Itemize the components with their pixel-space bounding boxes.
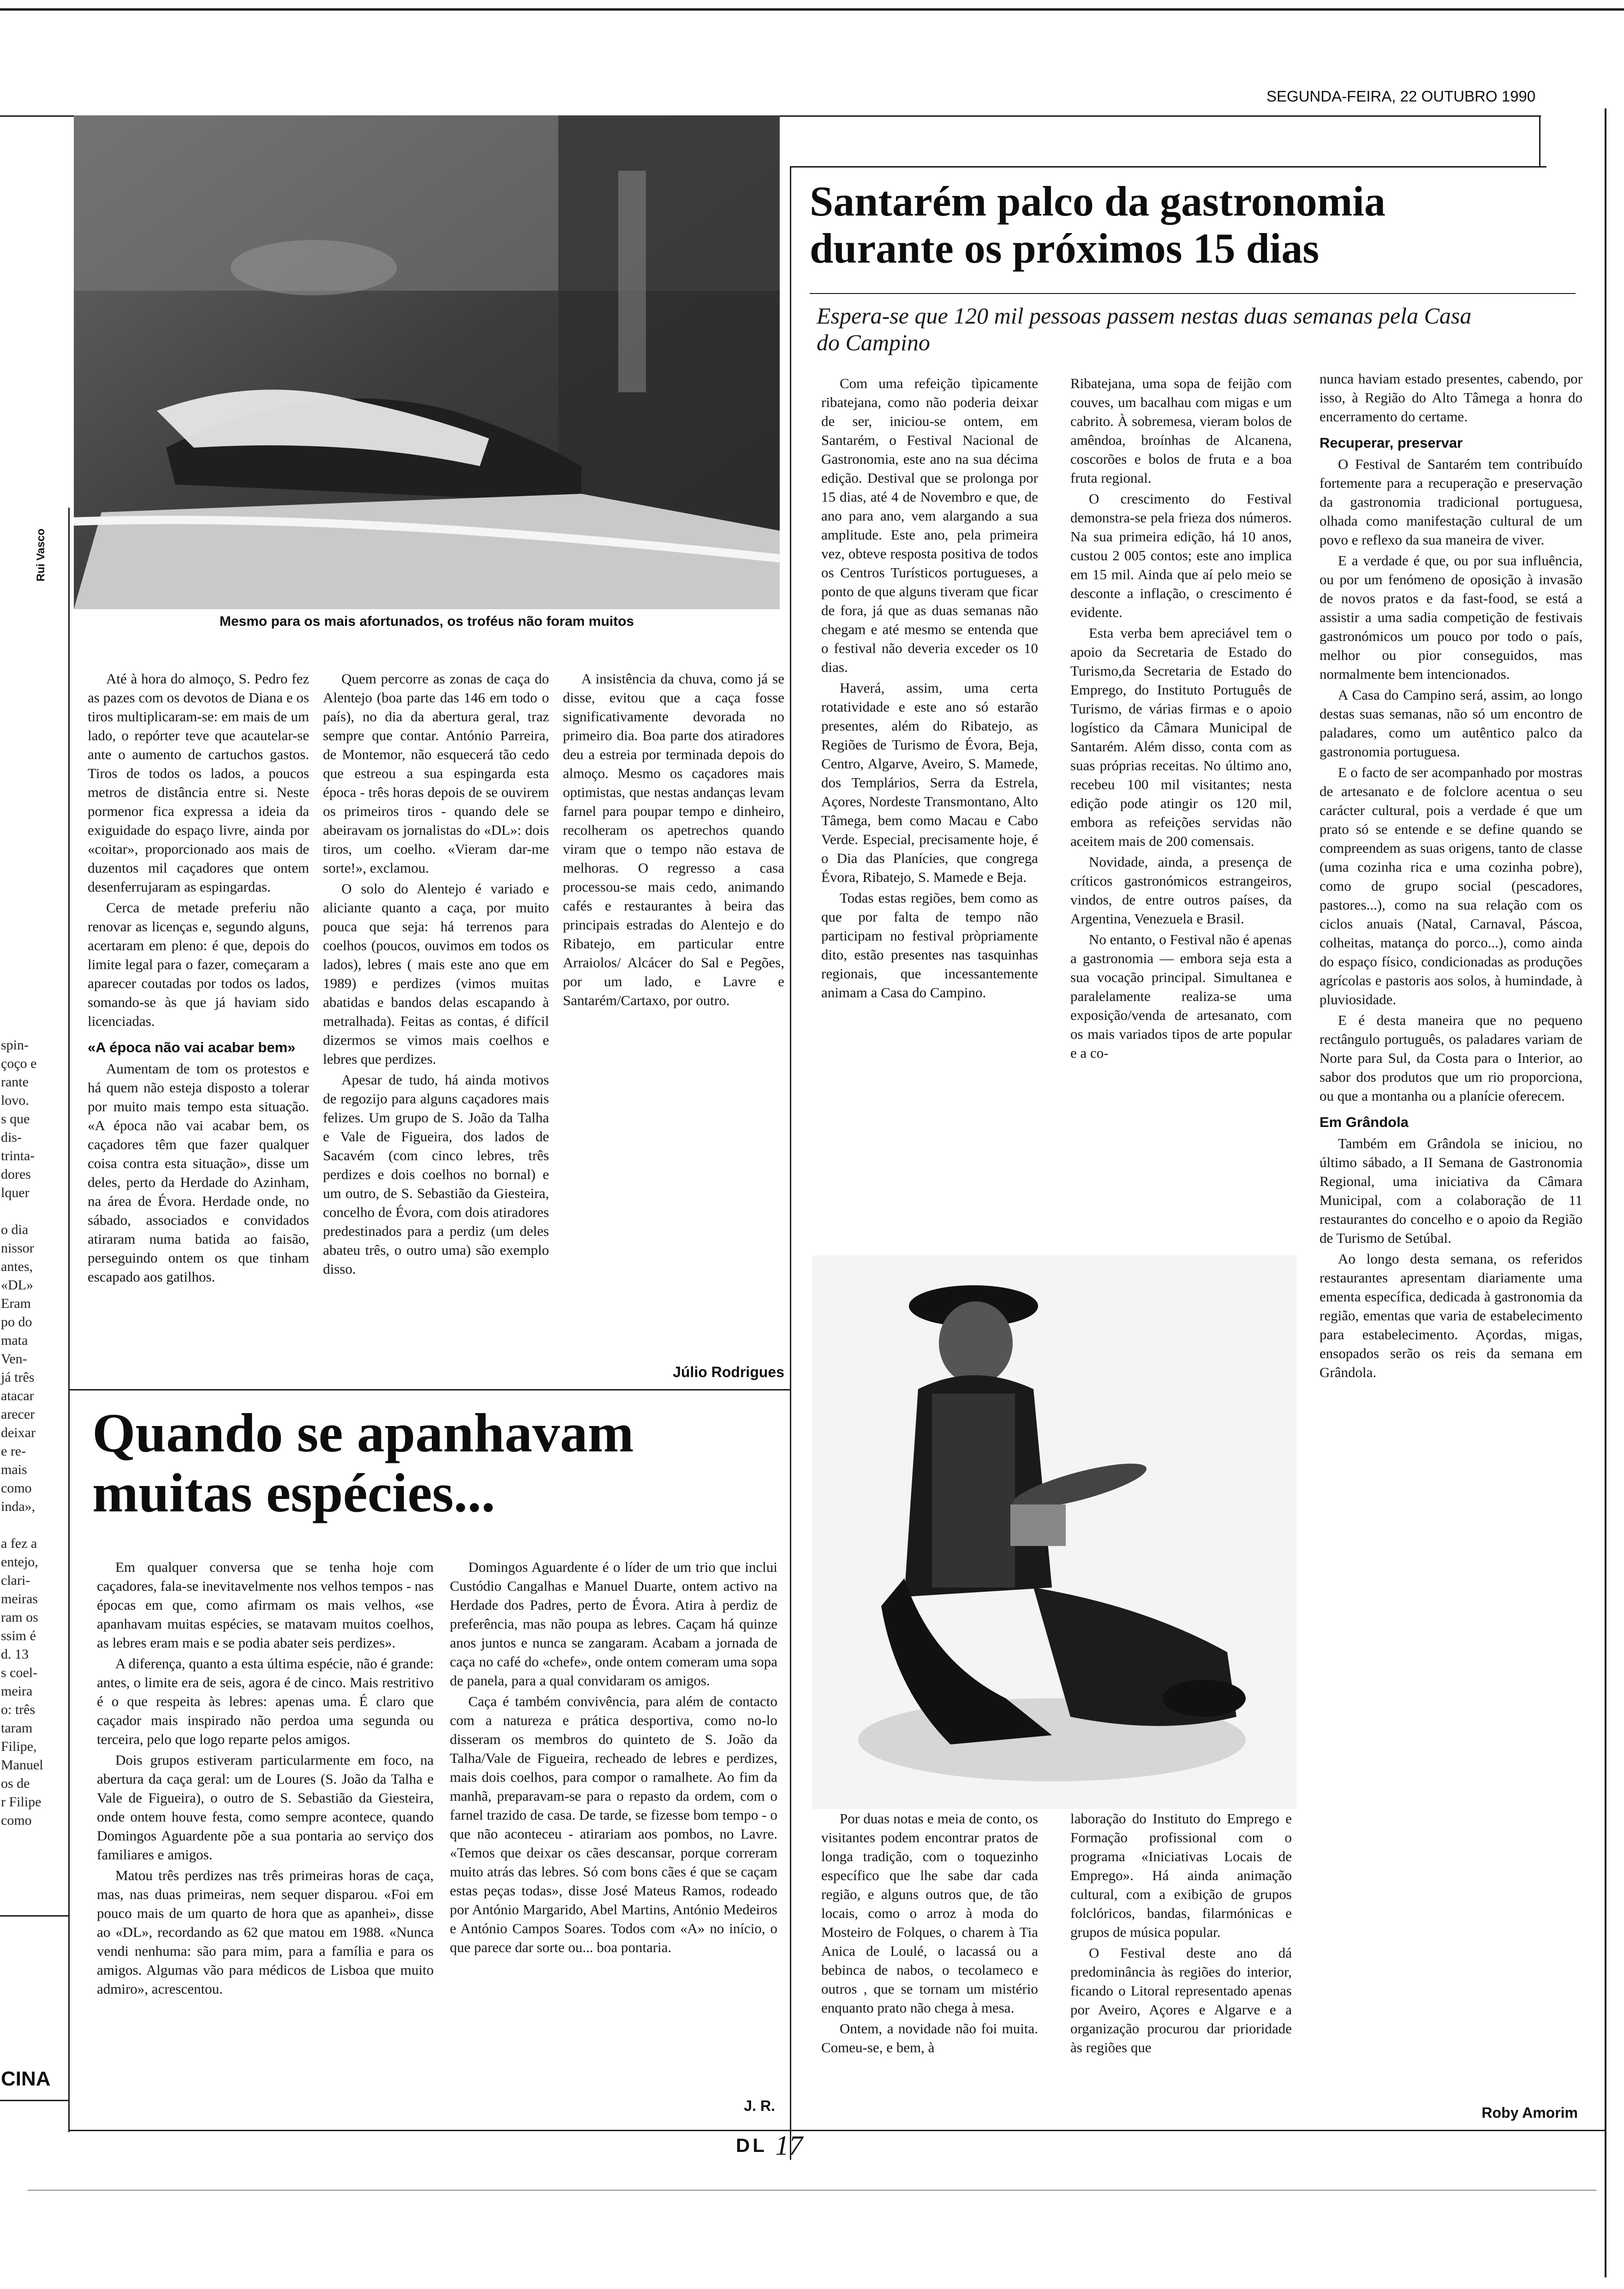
santarem-paragraph: O Festival de Santarém tem contribuído fortemente para a recuperação e preservação da gastronomia tradicional portuguesa, olhada como manifestação cultural de um povo e reflexo da sua maneira de viver. [1320,456,1582,548]
species-paragraph: Caça é também convivência, para além de contacto com a natureza e prática desportiva, como no-lo disseram os membros do quinteto de S. João da Talha/Vale de Figueira, recheado de lebres e perdizes, mais dois coelhos, para compor o ramalhete. Ao fim da manhã, preparavam-se para o repasto da ordem, com o farnel trazido de casa. De tarde, se fizesse bom tempo - o que não aconteceu - atirariam aos pombos, no Lavre. «Temos que deixar os cães descansar, porque correram muito atrás das lebres. Só com bons cães é que se caçam estas peças todas», disse José Mateus Ramos, rodeado por António Margarido, Abel Martins, António Medeiros e António Campos Soares. Todos com «A» no início, o que parece dar sorte ou... boa pontaria. [450,1693,777,1955]
page-date: SEGUNDA-FEIRA, 22 OUTUBRO 1990 [1266,88,1536,105]
santarem-col1 [821,374,1038,1004]
footer-logo: DL [736,2134,767,2156]
figurine-photo-image [812,1255,1296,1809]
figurine-photo [812,1255,1296,1809]
santarem-paragraph: Todas estas regiões, bem como as que por falta de tempo não participam no festival pròpriamente dito, estão presentes nas tasquinhas regionais, que incessantemente animam a Casa do Campino. [821,890,1038,1001]
hunt-story-col2 [323,669,549,1277]
header-rule-end [1539,115,1540,166]
top-rule [0,8,1624,11]
santarem-col2 [1070,374,1292,1064]
hunt-subhead: «A época não vai acabar bem» [88,1039,296,1055]
santarem-paragraph: Novidade, ainda, a presença de críticos gastronómicos estrangeiros, vindos, de entre outros países, da Argentina, Venezuela e Brasil. [1070,854,1292,927]
fragment-divider [68,508,70,2132]
santarem-paragraph: Esta verba bem apreciável tem o apoio da Secretaria de Estado do Turismo,da Secretaria de Estado do Emprego, do Instituto Português de Turismo, de várias firmas e o apoio logístico da Câmara Municipal de Santarém. Além disso, conta com as suas próprias receitas. No último ano, recebeu 100 mil visitantes; nesta edição pode atingir os 120 mil, embora as refeições servidas não aceitem mais de 200 comensais. [1070,625,1292,849]
photo-credit: Rui Vasco [35,528,47,581]
santarem-signature: Roby Amorim [1481,2104,1578,2121]
hunt-paragraph: Apesar de tudo, há ainda motivos de regozijo para alguns caçadores mais felizes. Um grupo de S. João da Talha e Vale de Figueira, dos lados de Sacavém (com cinco lebres, três perdizes e dois coelhos no bornal) e um outro, de S. Sebastião da Giesteira, concelho de Évora, com dois atiradores predestinados para a perdiz (um deles abateu três, o outro uma) são exemplo disso. [323,1072,549,1277]
story-divider [790,166,791,2160]
santarem-subhead: Recuperar, preservar [1320,435,1463,451]
santarem-subhead: Em Grândola [1320,1114,1409,1130]
santarem-paragraph: O crescimento do Festival demonstra-se pela frieza dos números. Na sua primeira edição, há 10 anos, custou 2 005 contos; este ano implica em 15 mil. Ainda que aí pelo meio se desconte a inflação, o crescimento é evidente. [1070,491,1292,620]
santarem-paragraph: Ribatejana, uma sopa de feijão com couves, um bacalhau com migas e um cabrito. À sobremesa, vieram bolos de amêndoa, broínhas de Alcanena, coscorões e bolos de fruta e a boa fruta regional. [1070,375,1292,486]
hunt-paragraph: Quem percorre as zonas de caça do Alentejo (boa parte das 146 em todo o país), no dia da abertura geral, traz sempre que contar. António Parreira, de Montemor, não esquecerá tão cedo que estreou a sua espingarda esta época - três horas depois de se ouvirem os primeiros tiros - quando dele se abeiravam os jornalistas do «DL»: dois tiros, um coelho. «Vieram dar-me sorte!», exclamou. [323,671,549,876]
hunt-paragraph: Até à hora do almoço, S. Pedro fez as pazes com os devotos de Diana e os tiros multiplicaram-se: em mais de um lado, o repórter teve que acautelar-se ante o aumento de cartuchos gastos. Tiros de todos os lados, a poucos metros de distância entre si. Neste pormenor fica expressa a ideia da exiguidade do espaço livre, ainda por «coitar», proporcionado aos mais de duzentos mil caçadores que ontem desenferrujaram as espingardas. [88,671,309,895]
santarem-deck: Espera-se que 120 mil pessoas passem nestas duas semanas pela Casa do Campino [817,303,1472,355]
species-box-top [69,1389,791,1390]
santarem-headline: Santarém palco da gastronomia durante os próximos 15 dias [810,178,1385,272]
santarem-headline-rule [810,293,1576,294]
santarem-bottom-col2 [1070,1809,1292,2059]
adjacent-page-fragment-bottom: CINA [1,2067,51,2090]
species-paragraph: Dois grupos estiveram particularmente em foco, na abertura da caça geral: um de Loures (S. João da Talha e Vale de Figueira), o outro de S. Sebastião da Giesteira, onde ontem houve festa, como sempre acontece, quando Domingos Aguardente põe a sua pontaria ao serviço dos familiares e amigos. [97,1752,434,1863]
species-paragraph: Matou três perdizes nas três primeiras horas de caça, mas, nas duas primeiras, nem sequer disparou. «Foi em pouco mais de um quarto de hora que as apanhei», disse ao «DL», recordando as 62 que matou em 1988. «Nunca vendi nenhuma: são para mim, para a família e para os amigos. Algumas vão para médicos de Lisboa que muito admiro», acrescentou. [97,1867,434,1997]
santarem-paragraph: Ontem, a novidade não foi muita. Comeu-se, e bem, à [821,2020,1038,2055]
hunt-paragraph: Aumentam de tom os protestos e há quem não esteja disposto a tolerar por muito mais tempo esta situação. «A época não vai acabar bem, os caçadores têm que fazer qualquer coisa contra esta situação», disse um deles, perto da Herdade do Azinham, na área de Évora. Herdade onde, no sábado, associados e convidados atiraram numa batida ao faisão, perseguindo ontem os que tinham escapado aos gatilhos. [88,1061,309,1285]
santarem-paragraph: nunca haviam estado presentes, cabendo, por isso, à Região do Alto Tâmega a honra do encerramento do certame. [1320,371,1582,425]
photo-caption: Mesmo para os mais afortunados, os troféus não foram muitos [219,614,634,629]
fragment-rule-bottom [0,2100,68,2101]
santarem-col3 [1320,369,1582,1384]
santarem-paragraph: E o facto de ser acompanhado por mostras de artesanato e de folclore acentua o seu carácter cultural, pois a verdade é que um prato só se entende e se define quando se compreendem as suas origens, tanto de classe (uma cozinha rica e uma cozinha pobre), como de grupo social (pescadores, pastores...), como na sua relação com os ciclos anuais (Natal, Carnaval, Páscoa, colheitas, matança do porco...), como ainda do espaço físico, condicionadas as produções agrícolas e pastoris aos solos, à humindade, à pluviosidade. [1320,764,1582,1007]
hunting-photo [74,115,780,609]
hunt-story-col3 [563,669,784,1012]
santarem-bottom-col1 [821,1809,1038,2059]
santarem-paragraph: Por duas notas e meia de conto, os visitantes podem encontrar pratos de longa tradição, com o toquezinho específico que lhe sabe dar cada região, e alguns outros que, de tão locais, como o arroz à moda do Mosteiro de Folques, o charem à Tia Anica de Loulé, o lacassá ou a bebinca de nabos, o tecolameco e outros , que se tornam um mistério enquanto prato não chega à mesa. [821,1810,1038,2016]
right-frame-rule [1605,108,1606,2277]
page-number: 17 [775,2130,803,2161]
santarem-paragraph: O Festival deste ano dá predominância às regiões do interior, ficando o Litoral representado apenas por Aveiro, Açores e Algarve e a organização procurou dar prioridade às regiões que [1070,1945,1292,2055]
santarem-box-top [790,166,1546,168]
santarem-paragraph: E é desta maneira que no pequeno rectângulo português, os paladares variam de Norte para Sul, da Costa para o Interior, ao sabor dos produtos que um rio proporciona, ou que a montanha ou a planície oferecem. [1320,1012,1582,1104]
santarem-paragraph: No entanto, o Festival não é apenas a gastronomia — embora seja esta a sua vocação principal. Simultanea e paralelamente realiza-se uma exposição/venda de artesanato, com os mais variados tipos de arte popular e a co- [1070,931,1292,1061]
species-paragraph: Em qualquer conversa que se tenha hoje com caçadores, fala-se inevitavelmente nos velhos tempos - nas épocas em que, como afirmam os mais velhos, «se apanhavam muitas espécies, se matavam muitos coelhos, as lebres eram mais e se podia abater seis perdizes». [97,1559,434,1651]
hunt-paragraph: O solo do Alentejo é variado e aliciante quanto a caça, por muito pouca que seja: há terrenos para coelhos (poucos, ouvimos em todos os lados), lebres ( mais este ano que em 1989) e perdizes (vimos muitas abatidas e bandos delas escapando à metralhada). Feitas as contas, é difícil dizermos se vimos mais coelhos e lebres que perdizes. [323,881,549,1067]
hunt-paragraph: A insistência da chuva, como já se disse, evitou que a caça fosse significativamente devorada no primeiro dia. Boa parte dos atiradores deu a estreia por terminada depois do almoço. Mesmo os caçadores mais optimistas, que nestas andanças levam farnel para poupar tempo e dinheiro, recolheram os apetrechos quando viram que o tempo não estava de melhoras. O regresso a casa processou-se mais cedo, animando cafés e restaurantes à beira das principais estradas do Alentejo e do Ribatejo, em particular entre Arraiolos/ Alcácer do Sal e Pegões, por um lado, e Lavre e Santarém/Cartaxo, por outro. [563,671,784,1008]
adjacent-page-fragment: spin- çoço e rante lovo. s que dis- trinta- dores lquer o dia nissor antes, «DL» Eram po do mata Ven- já três atacar arecer deixar e re- mais como inda», a fez a entejo, clari- meiras ram os ssim é d. 13 s coel- meira o: três taram Filipe, Manuel os de r Filipe como [1,1037,43,1828]
hunt-paragraph: Cerca de metade preferiu não renovar as licenças e, segundo alguns, acertaram em pleno: é que, depois do limite legal para o fazer, começaram a aparecer coutadas por todos os lados, somando-se às que já haviam sido licenciadas. [88,899,309,1029]
species-paragraph: A diferença, quanto a esta última espécie, não é grande: antes, o limite era de seis, agora é de cinco. Mais restritivo é o que respeita às lebres: apenas uma. É claro que caçador mais inspirado não perdoa uma segunda ou terceira, pelo que logo reparte pelos amigos. [97,1655,434,1747]
species-headline: Quando se apanhavam muitas espécies... [92,1402,634,1523]
species-col1 [97,1558,434,2000]
santarem-paragraph: Ao longo desta semana, os referidos restaurantes apresentam diariamente uma ementa específica, dedicada à gastronomia da região, ementas que varia de estabelecimento para estabelecimento. Açordas, migas, ensopados serão os reis da semana em Grândola. [1320,1251,1582,1380]
bottom-dash-rule [28,2190,1596,2191]
santarem-paragraph: Com uma refeição tìpicamente ribatejana, como não poderia deixar de ser, iniciou-se ontem, em Santarém, o Festival Nacional de Gastronomia, este ano na sua décima edição. Destival que se prolonga por 15 dias, até 4 de Novembro e que, de ano para ano, vem alargando a sua amplitude. Este ano, pela primeira vez, obteve resposta positiva de todos os Centros Turísticos portugueses, a ponto de que alguns tiveram que ficar de fora, já que as duas semanas não chegam e até mesmo se entenda que o festival não deveria exceder os 10 dias. [821,375,1038,675]
hunt-story-col1 [88,669,309,1285]
santarem-paragraph: E a verdade é que, ou por sua influência, ou por um fenómeno de oposição à invasão de novos pratos e da fast-food, se está a assistir a uma sadia competição de festivais gastronómicos um pouco por todo o país, melhor ou pior conseguidos, mas normalmente bem intencionados. [1320,552,1582,682]
santarem-paragraph: A Casa do Campino será, assim, ao longo destas suas semanas, não só um encontro de paladares, como um autêntico palco da gastronomia portuguesa. [1320,687,1582,760]
species-box-bottom [69,2130,791,2131]
species-signature: J. R. [744,2097,775,2114]
hunt-signature: Júlio Rodrigues [673,1364,784,1380]
species-paragraph: Domingos Aguardente é o líder de um trio que inclui Custódio Cangalhas e Manuel Duarte, ontem activo na Herdade dos Padres, perto de Évora. Atira à perdiz de preferência, mas não poupa as lebres. Caçam há quinze anos juntos e nunca se zangaram. Acabam a jornada de caça no café do «chefe», onde ontem comeram uma sopa de panela, para a qual convidaram os amigos. [450,1559,777,1689]
hunting-photo-image [74,115,780,609]
footer-rule [791,2130,1606,2131]
santarem-paragraph: laboração do Instituto do Emprego e Formação profissional com o programa «Iniciativas Locais de Emprego». Há ainda animação cultural, com a exibição de grupos folclóricos, bandas, filarmónicas e grupos de música popular. [1070,1810,1292,1940]
santarem-paragraph: Também em Grândola se iniciou, no último sábado, a II Semana de Gastronomia Regional, uma iniciativa da Câmara Municipal, com a colaboração de 11 restaurantes do concelho e o apoio da Região de Turismo de Setúbal. [1320,1135,1582,1246]
fragment-rule [0,1915,68,1917]
santarem-paragraph: Haverá, assim, uma certa rotatividade e este ano só estarão presentes, além do Ribatejo, as Regiões de Turismo de Évora, Beja, Centro, Algarve, Aveiro, S. Mamede, dos Templários, Serra da Estrela, Açores, Nordeste Transmontano, Alto Tâmega, bem como Macau e Cabo Verde. Especial, precisamente hoje, é o Dia das Planícies, que congrega Évora, Ribatejo, S. Mamede e Beja. [821,680,1038,885]
species-col2 [450,1558,777,1959]
